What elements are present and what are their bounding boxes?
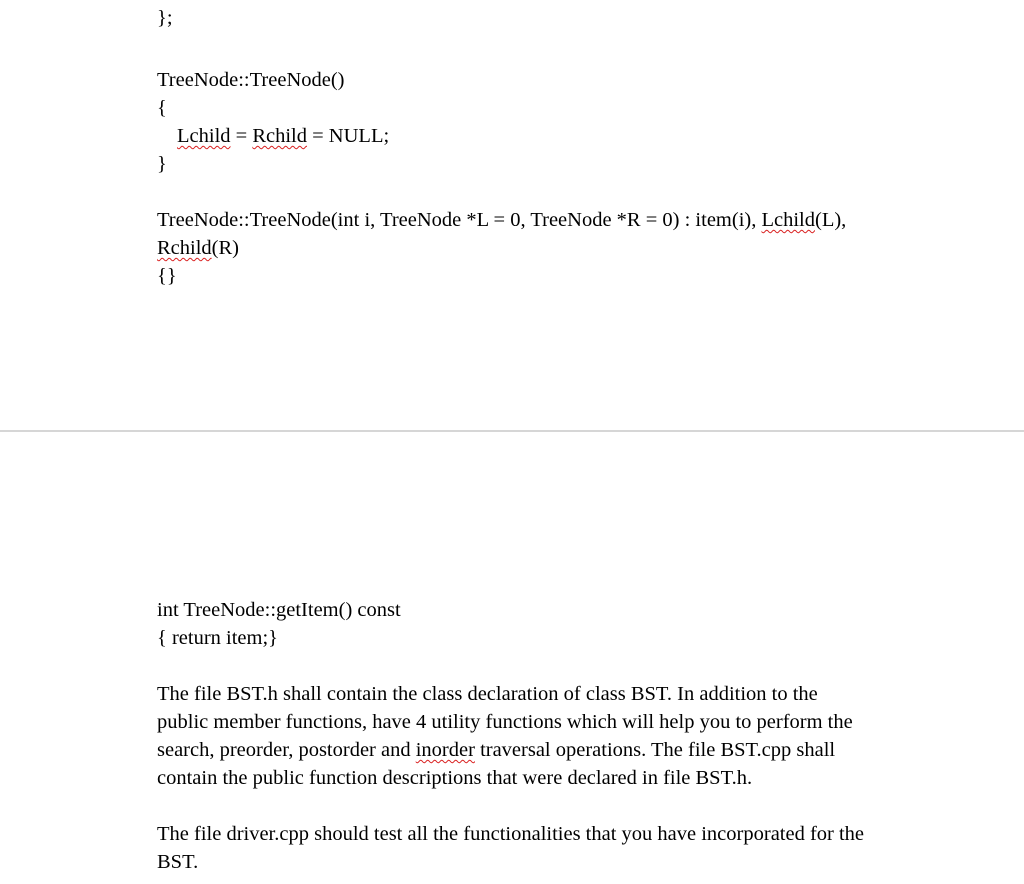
spellcheck-word-inorder: inorder [415,739,475,761]
spellcheck-word-rchild: Rchild [157,237,212,259]
spellcheck-word-lchild: Lchild [177,125,231,147]
default-constructor-signature: TreeNode::TreeNode() [157,69,345,91]
assign-null: = NULL; [307,125,390,147]
param-constructor-lchild-arg: (L), [815,209,847,231]
paragraph-bst-line-1: The file BST.h shall contain the class declaration of class BST. In addition to the [157,683,818,705]
paragraph-bst-line-3 [157,736,835,764]
param-constructor-rchild-arg: (R) [211,237,239,259]
paragraph-bst-line-3-end: traversal operations. The file BST.cpp shall [474,739,836,761]
param-constructor-line-1 [157,206,846,234]
paragraph-driver-line-2: BST. [157,851,199,873]
getitem-signature: int TreeNode::getItem() const [157,599,401,621]
default-constructor-close-brace: } [157,153,167,175]
default-constructor-open-brace: { [157,97,167,119]
assign-operator: = [230,125,253,147]
default-constructor-body [177,122,389,150]
spellcheck-word-lchild: Lchild [761,209,815,231]
param-constructor-line-2 [157,234,239,262]
param-constructor-braces: {} [157,265,177,287]
param-constructor-text: TreeNode::TreeNode(int i, TreeNode *L = 0, TreeNode *R = 0) : item(i), [157,209,762,231]
paragraph-bst-line-4: contain the public function descriptions that were declared in file BST.h. [157,767,753,789]
class-closing-line: }; [157,7,173,29]
document-page-bottom [0,432,1024,884]
paragraph-bst-line-3-start: search, preorder, postorder and [157,739,416,761]
paragraph-bst-line-2: public member functions, have 4 utility functions which will help you to perform the [157,711,853,733]
spellcheck-word-rchild: Rchild [252,125,307,147]
paragraph-driver-line-1: The file driver.cpp should test all the functionalities that you have incorporated for the [157,823,865,845]
document-page-top [0,0,1024,430]
getitem-body: { return item;} [157,627,279,649]
